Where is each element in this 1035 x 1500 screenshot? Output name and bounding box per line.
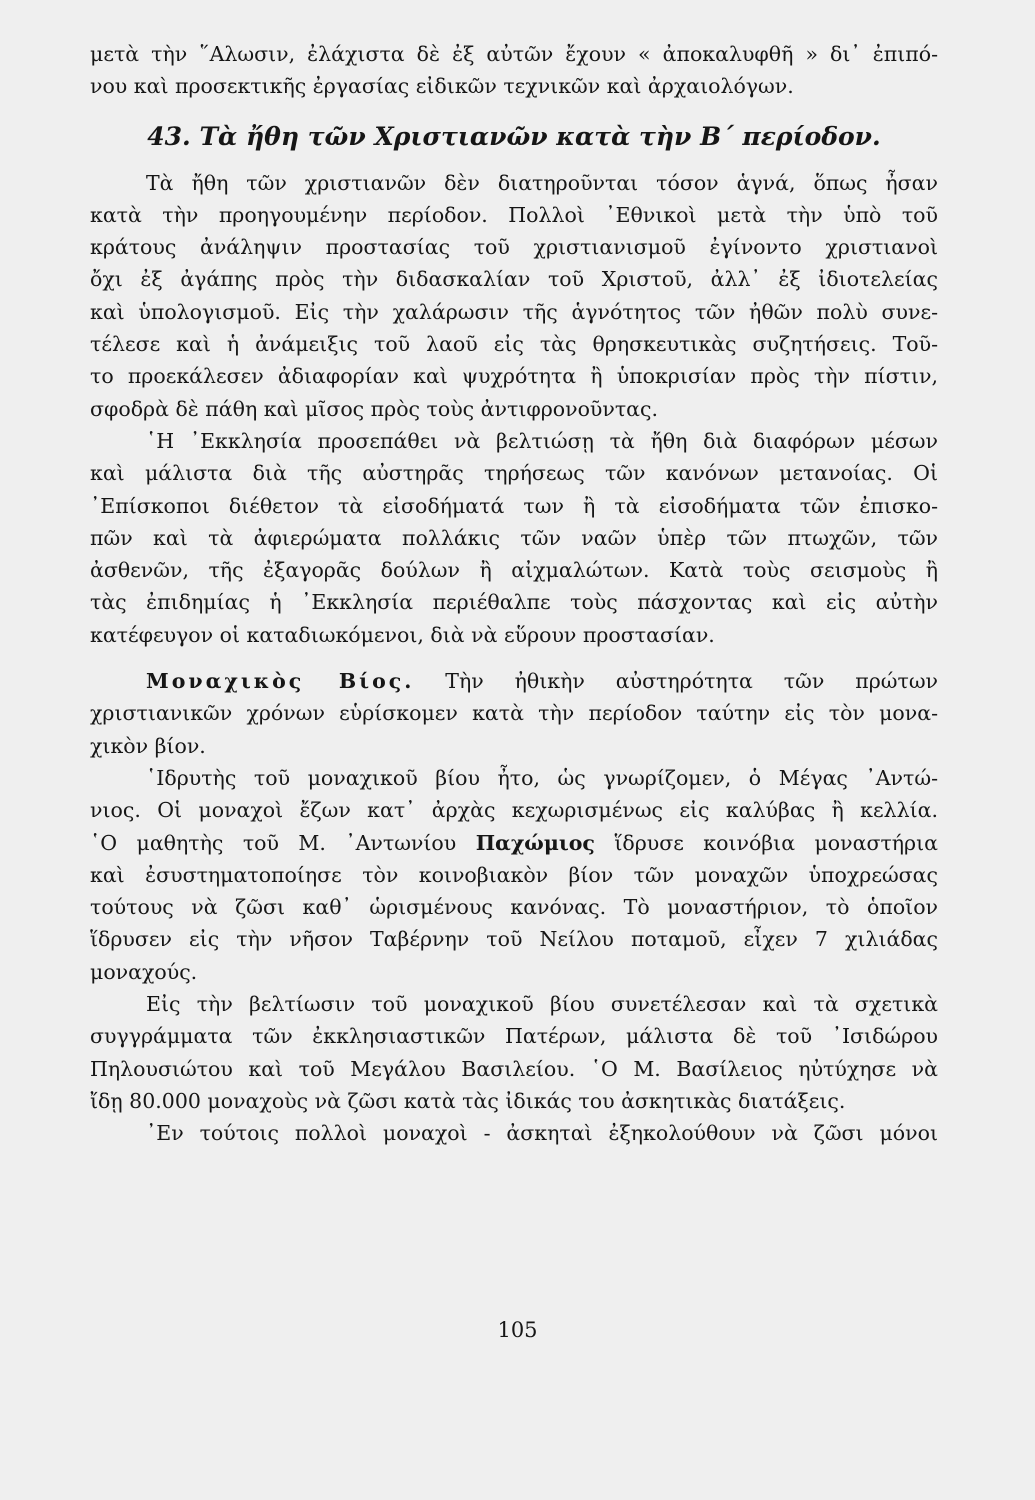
para1-line-6: τέλεσε καὶ ἡ ἀνάμειξις τοῦ λαοῦ εἰς τὰς θρησκευτικὰς συζητήσεις. Τοῦ- xyxy=(90,332,938,357)
page-number: 105 xyxy=(497,1318,538,1342)
monastic-line-1-text: Τὴν ἠθικὴν αὐστηρότητα τῶν πρώτων xyxy=(445,669,938,694)
para2-line-3: ᾿Επίσκοποι διέθετον τὰ εἰσοδήματά των ἢ τὰ εἰσοδήματα τῶν ἐπισκο- xyxy=(90,493,938,518)
section-heading: 43. Τὰ ἤθη τῶν Χριστιανῶν κατὰ τὴν Β΄ περίοδον. xyxy=(147,121,881,151)
para2-line-5: ἀσθενῶν, τῆς ἐξαγορᾶς δούλων ἢ αἰχμαλώτων. Κατὰ τοὺς σεισμοὺς ἢ xyxy=(90,558,938,583)
para4-line-6: ἵδρυσεν εἰς τὴν νῆσον Ταβέρνην τοῦ Νείλου ποταμοῦ, εἶχεν 7 χιλιάδας xyxy=(90,927,938,952)
para4-line-4: καὶ ἐσυστηματοποίησε τὸν κοινοβιακὸν βίον τῶν μοναχῶν ὑποχρεώσας xyxy=(90,862,938,887)
intro-line-2: νου καὶ προσεκτικῆς ἐργασίας εἰδικῶν τεχνικῶν καὶ ἀρχαιολόγων. xyxy=(90,74,794,99)
para2-line-7: κατέφευγον οἱ καταδιωκόμενοι, διὰ νὰ εὕρουν προστασίαν. xyxy=(90,622,715,647)
monastic-line-3: χικὸν βίον. xyxy=(90,733,206,758)
para1-line-1: Τὰ ἤθη τῶν χριστιανῶν δὲν διατηροῦνται τόσον ἁγνά, ὅπως ἦσαν xyxy=(146,170,938,195)
monastic-line-2: χριστιανικῶν χρόνων εὑρίσκομεν κατὰ τὴν περίοδον ταύτην εἰς τὸν μονα- xyxy=(90,701,938,726)
para1-line-7: το προεκάλεσεν ἀδιαφορίαν καὶ ψυχρότητα ἢ ὑποκρισίαν πρὸς τὴν πίστιν, xyxy=(90,364,938,389)
monastic-line-1 xyxy=(90,665,938,697)
para2-line-2: καὶ μάλιστα διὰ τῆς αὐστηρᾶς τηρήσεως τῶν κανόνων μετανοίας. Οἱ xyxy=(90,461,938,486)
para1-line-2: κατὰ τὴν προηγουμένην περίοδον. Πολλοὶ ᾿Εθνικοὶ μετὰ τὴν ὑπὸ τοῦ xyxy=(90,202,938,227)
para4-line-3-after: ἵδρυσε κοινόβια μοναστήρια xyxy=(614,830,938,855)
para4-line-7: μοναχούς. xyxy=(90,959,198,984)
para1-line-8: σφοδρὰ δὲ πάθη καὶ μῖσος πρὸς τοὺς ἀντιφρονοῦντας. xyxy=(90,396,659,421)
para4-line-3 xyxy=(90,827,938,859)
spacer xyxy=(90,651,938,665)
monastic-life-label: Μοναχικὸς Βίος. xyxy=(146,669,415,694)
para2-line-1: ῾Η ᾿Εκκλησία προσεπάθει νὰ βελτιώσῃ τὰ ἤθη διὰ διαφόρων μέσων xyxy=(146,428,938,453)
para4-line-1: ῾Ιδρυτὴς τοῦ μοναχικοῦ βίου ἦτο, ὡς γνωρίζομεν, ὁ Μέγας ᾿Αντώ- xyxy=(146,765,938,790)
para4-line-5: τούτους νὰ ζῶσι καθ᾿ ὡρισμένους κανόνας. Τὸ μοναστήριον, τὸ ὁποῖον xyxy=(90,895,938,920)
para4-line-3-before: ῾Ο μαθητὴς τοῦ Μ. ᾿Αντωνίου xyxy=(90,830,457,855)
page-text xyxy=(90,38,938,1150)
para1-line-4: ὄχι ἐξ ἀγάπης πρὸς τὴν διδασκαλίαν τοῦ Χριστοῦ, ἀλλ᾿ ἐξ ἰδιοτελείας xyxy=(90,267,938,292)
spacer xyxy=(90,103,938,117)
para2-line-4: πῶν καὶ τὰ ἀφιερώματα πολλάκις τῶν ναῶν ὑπὲρ τῶν πτωχῶν, τῶν xyxy=(90,525,938,550)
para4-line-2: νιος. Οἱ μοναχοὶ ἔζων κατ᾿ ἀρχὰς κεχωρισμένως εἰς καλύβας ἢ κελλία. xyxy=(90,798,938,823)
pachomius-name: Παχώμιος xyxy=(475,830,595,855)
para1-line-3: κράτους ἀνάληψιν προστασίας τοῦ χριστιανισμοῦ ἐγίνοντο χριστιανοὶ xyxy=(90,235,938,260)
intro-line-1: μετὰ τὴν ῞Αλωσιν, ἐλάχιστα δὲ ἐξ αὐτῶν ἔχουν « ἀποκαλυφθῆ » δι᾿ ἐπιπό- xyxy=(90,42,938,66)
para5-line-3: Πηλουσιώτου καὶ τοῦ Μεγάλου Βασιλείου. ῾Ο Μ. Βασίλειος ηὐτύχησε νὰ xyxy=(90,1056,938,1081)
para5-line-4: ἴδῃ 80.000 μοναχοὺς νὰ ζῶσι κατὰ τὰς ἰδικάς του ἀσκητικὰς διατάξεις. xyxy=(90,1088,846,1113)
para5-line-1: Εἰς τὴν βελτίωσιν τοῦ μοναχικοῦ βίου συνετέλεσαν καὶ τὰ σχετικὰ xyxy=(146,992,938,1017)
para6-line-1: ᾿Εν τούτοις πολλοὶ μοναχοὶ - ἀσκηταὶ ἐξηκολούθουν νὰ ζῶσι μόνοι xyxy=(146,1121,938,1146)
para5-line-2: συγγράμματα τῶν ἐκκλησιαστικῶν Πατέρων, μάλιστα δὲ τοῦ ᾿Ισιδώρου xyxy=(90,1024,938,1049)
para2-line-6: τὰς ἐπιδημίας ἡ ᾿Εκκλησία περιέθαλπε τοὺς πάσχοντας καὶ εἰς αὐτὴν xyxy=(90,590,938,615)
spacer xyxy=(90,157,938,167)
para1-line-5: καὶ ὑπολογισμοῦ. Εἰς τὴν χαλάρωσιν τῆς ἁγνότητος τῶν ἠθῶν πολὺ συνε- xyxy=(90,299,938,324)
